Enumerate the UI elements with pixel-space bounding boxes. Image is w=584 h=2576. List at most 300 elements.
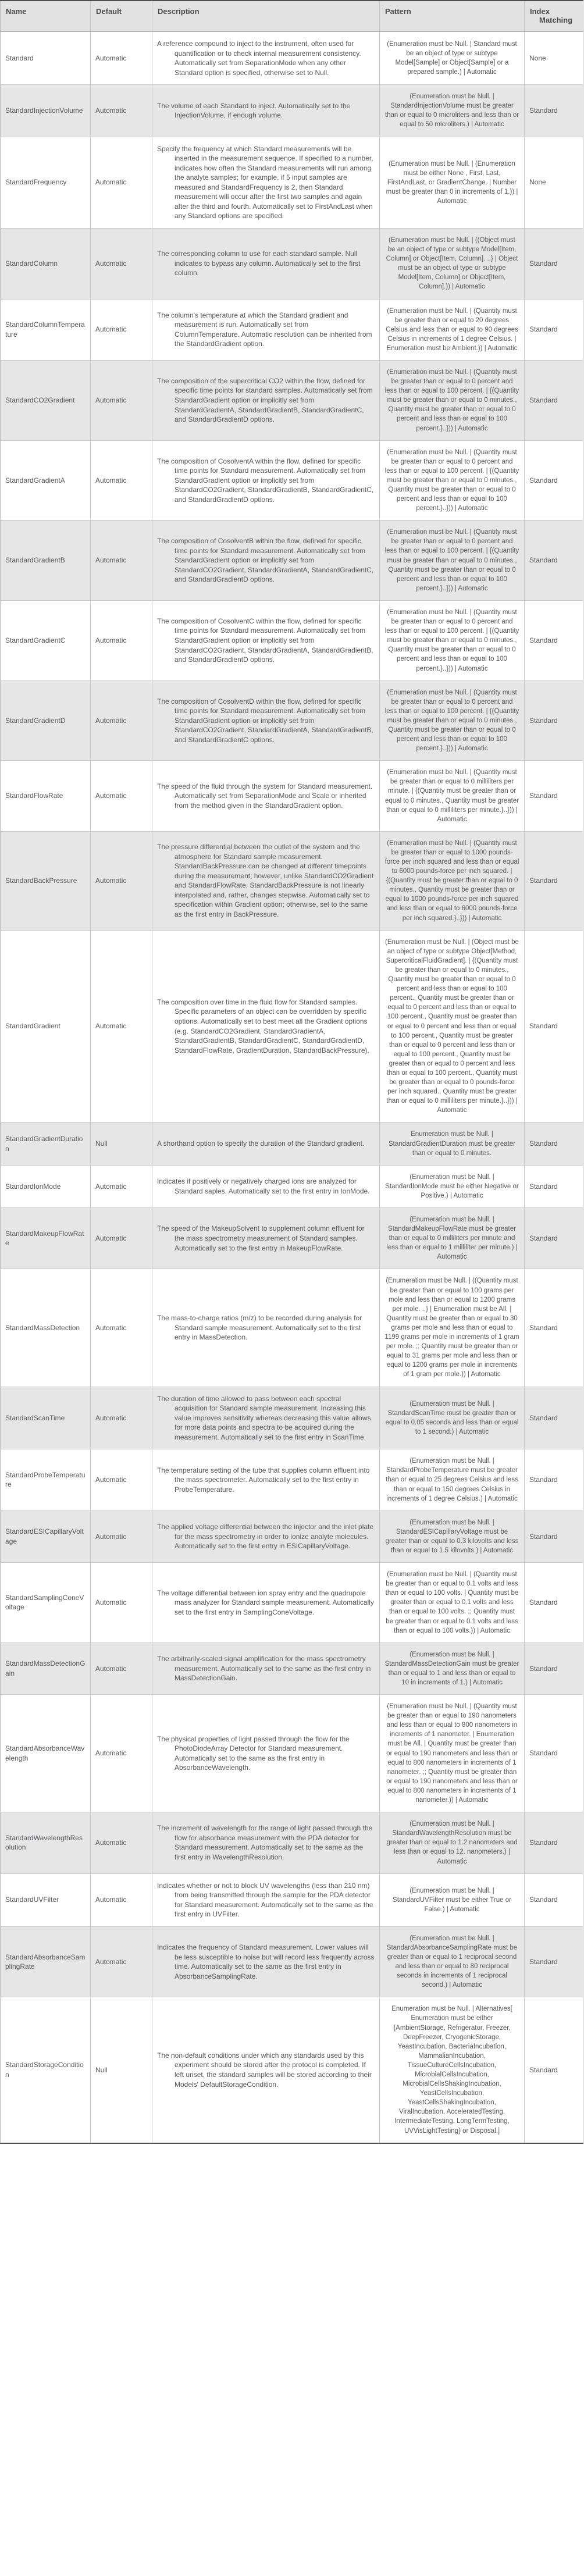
name-cell — [1, 1510, 91, 1562]
pattern-cell — [380, 228, 525, 299]
name-cell — [1, 1563, 91, 1643]
pattern-cell — [380, 1387, 525, 1449]
name-cell — [1, 600, 91, 680]
name-cell-text: StandardMakeupFlowRate — [5, 1229, 84, 1248]
description-cell-text: A shorthand option to specify the duration of the Standard gradient. — [157, 1139, 365, 1148]
description-cell-text: The physical properties of light passed through the flow for the PhotoDiodeArray Detector for Standard measurement. Automatically set to the same as the first entry in AbsorbanceWavelength. — [157, 1734, 350, 1772]
description-cell — [152, 440, 380, 521]
default-cell-text: Automatic — [95, 178, 127, 187]
name-cell — [1, 299, 91, 360]
description-cell-text: The column's temperature at which the Standard gradient and measurement is run. Automatically set from ColumnTemperature. Automatic resolution can be inherited from the StandardGradient option. — [157, 311, 372, 348]
table-row — [1, 930, 583, 1123]
name-cell — [1, 930, 91, 1123]
index-matching-cell — [525, 761, 583, 832]
name-cell-text: StandardGradientD — [5, 716, 66, 725]
default-cell-text: Automatic — [95, 636, 127, 644]
index-matching-cell-text: None — [529, 54, 546, 62]
name-cell — [1, 1387, 91, 1449]
description-cell-text: Indicates whether or not to block UV wavelengths (less than 210 nm) from being transmitted through the sample for the PDA detector for Standard measurement. Automatically set to the same as the first entry in UVFilter. — [157, 1881, 373, 1919]
name-cell — [1, 137, 91, 228]
pattern-cell-text: (Enumeration must be Null. | (Object must be an object of type or subtype Object[Method, SupercriticalFluidGradient]. | {(Quantity must be greater than or equal to 0 minutes., Quantity must be greater than or equal to 0 percent and less than or equal to 100 percent., Quantity must be greater than or equal to 0 percent and less than or equal to 100 percent., Quantity must be greater than or equal to 0 percent and less than or equal to 100 percent., Quantity must be greater than or equal to 0 percent and less than or equal to 100 percent., Quantity must be greater than or equal to 0 percent and less than or equal to 100 percent., Quantity must be greater than or equal to 0 pounds-force per inch squared., Quantity must be greater than or equal to 0 milliliters per minute.}..})) | Automatic — [385, 938, 519, 1114]
name-cell-text: StandardStorageCondition — [5, 2061, 84, 2079]
column-header-description-label: Description — [158, 7, 200, 16]
index-matching-cell-text: Standard — [529, 259, 558, 268]
description-cell — [152, 1449, 380, 1510]
name-cell-text: StandardGradientA — [5, 476, 65, 484]
table-row — [1, 1387, 583, 1449]
pattern-cell-text: (Enumeration must be Null. | StandardMakeupFlowRate must be greater than or equal to 0 milliliters per minute and less than or equal to 1 milliliter per minute.) | Automatic — [386, 1216, 518, 1261]
index-matching-cell-text: Standard — [529, 1839, 558, 1847]
default-cell — [91, 1926, 152, 1997]
pattern-cell-text: (Enumeration must be Null. | (Enumeration must be either None , First, Last, FirstAndLast, or GradientChange. | Number must be greater than 0 in increments of 1.)) | Automatic — [386, 160, 518, 205]
pattern-cell-text: Enumeration must be Null. | Alternatives[ Enumeration must be either {AmbientStorage, Refrigerator, Freezer, DeepFreezer, CryogenicStorage, YeastIncubation, BacteriaIncubation, MammalianIncubation, TissueCultureCellsIncubation, MicrobialCellsIncubation, MicrobialCellsShakingIncubation, YeastCellsIncubation, YeastCellsShakingIncubation, ViralIncubation, AcceleratedTesting, IntermediateTesting, LongTermTesting, UVVisLightTesting} or Disposal.] — [391, 2005, 512, 2135]
description-cell-text: The corresponding column to use for each standard sample. Null indicates to bypass any column. Automatically set to the first column. — [157, 250, 361, 277]
name-cell-text: StandardColumnTemperature — [5, 320, 85, 339]
description-cell-text: The composition over time in the fluid flow for Standard samples. Specific parameters of an object can be overridden by specific options. Automatically set to best meet all the Gradient options (e.g. StandardCO2Gradient, StandardGradientA, StandardGradientB, StandardGradientC, StandardGradientD, StandardFlowRate, GradientDuration, StandardBackPressure). — [157, 997, 369, 1054]
index-matching-cell — [525, 1873, 583, 1926]
table-row — [1, 1510, 583, 1562]
description-cell-text: Specify the frequency at which Standard measurements will be inserted in the measurement sequence. If specified to a number, indicates how often the Standard measurements will run among the analyte samples; for example, if 5 input samples are measured and StandardFrequency is 2, then Standard measurement will occur after the first two samples and again after the third and fourth. Automatically set to FirstAndLast when any Standard options are specified. — [157, 144, 373, 220]
table-row — [1, 1812, 583, 1873]
index-matching-cell-text: Standard — [529, 1957, 558, 1966]
column-header-pattern-label: Pattern — [385, 7, 411, 16]
pattern-cell — [380, 1926, 525, 1997]
table-row — [1, 1165, 583, 1207]
default-cell — [91, 228, 152, 299]
index-matching-cell — [525, 680, 583, 761]
table-row — [1, 521, 583, 601]
index-matching-cell-text: Standard — [529, 106, 558, 115]
name-cell — [1, 440, 91, 521]
table-row — [1, 32, 583, 85]
name-cell-text: StandardAbsorbanceWavelength — [5, 1744, 85, 1762]
pattern-cell — [380, 1695, 525, 1812]
index-matching-cell-text: None — [529, 178, 546, 187]
description-cell — [152, 32, 380, 85]
index-matching-cell — [525, 1812, 583, 1873]
name-cell — [1, 1812, 91, 1873]
index-matching-cell — [525, 137, 583, 228]
default-cell-text: Automatic — [95, 792, 127, 800]
pattern-cell — [380, 440, 525, 521]
index-matching-cell-text: Standard — [529, 1749, 558, 1758]
description-cell — [152, 1926, 380, 1997]
index-matching-cell — [525, 440, 583, 521]
description-cell-text: The volume of each Standard to inject. Automatically set to the InjectionVolume, if enough volume. — [157, 101, 351, 120]
description-cell — [152, 1563, 380, 1643]
pattern-cell-text: (Enumeration must be Null. | StandardAbsorbanceSamplingRate must be greater than or equal to 1 reciprocal second and less than or equal to 80 reciprocal seconds in increments of 1 reciprocal second.) | Automatic — [386, 1934, 518, 1989]
name-cell — [1, 1926, 91, 1997]
pattern-cell — [380, 32, 525, 85]
name-cell — [1, 761, 91, 832]
default-cell-text: Automatic — [95, 325, 127, 334]
description-cell-text: The composition of CosolventC within the flow, defined for specific time points for Standard measurement. Automatically set from StandardGradient option or implicitly set from StandardCO2Gradient, StandardGradientA, StandardGradientB, and StandardGradientD options. — [157, 617, 373, 664]
pattern-cell-text: (Enumeration must be Null. | StandardMassDetectionGain must be greater than or equal to 1 and less than or equal to 10 in increments of 1.) | Automatic — [384, 1651, 519, 1687]
index-matching-cell — [525, 228, 583, 299]
pattern-cell-text: (Enumeration must be Null. | (Quantity must be greater than or equal to 0 percent and less than or equal to 100 percent. | {(Quantity must be greater than or equal to 0 minutes., Quantity must be greater than or equal to 0 percent and less than or equal to 100 percent.}..})) | Automatic — [384, 689, 519, 753]
description-cell-text: The speed of the fluid through the system for Standard measurement. Automatically set from SeparationMode and Scale or inherited from the method given in the StandardGradient option. — [157, 782, 373, 810]
pattern-cell — [380, 137, 525, 228]
pattern-cell-text: (Enumeration must be Null. | (Quantity must be greater than or equal to 1000 pounds-force per inch squared and less than or equal to 6000 pounds-force per inch squared. | {(Quantity must be greater than or equal to 0 minutes., Quantity must be greater than or equal to 1000 pounds-force per inch squared and less than or equal to 6000 pounds-force per inch squared.}..})) | Automatic — [384, 839, 519, 922]
default-cell — [91, 299, 152, 360]
table-row — [1, 1642, 583, 1694]
index-matching-cell-text: Standard — [529, 396, 558, 405]
index-matching-cell — [525, 1269, 583, 1387]
default-cell-text: Automatic — [95, 1598, 127, 1607]
description-cell — [152, 1387, 380, 1449]
pattern-cell-text: (Enumeration must be Null. | (Quantity must be greater than or equal to 190 nanometers and less than or equal to 800 nanometers in increments of 1 nanometer. | Enumeration must be All. | Quantity must be greater than or equal to 190 nanometers and less than or equal to 800 nanometers in increments of 1 nanometer. ;; Quantity must be greater than or equal to 190 nanometers and less than or equal to 800 nanometers in increments of 1 nanometer.)) | Automatic — [386, 1703, 518, 1804]
index-matching-cell — [525, 1123, 583, 1165]
column-header-default — [91, 1, 152, 32]
default-cell — [91, 521, 152, 601]
index-matching-cell — [525, 1165, 583, 1207]
default-cell-text: Automatic — [95, 1234, 127, 1242]
index-matching-cell — [525, 831, 583, 930]
pattern-cell-text: (Enumeration must be Null. | ((Object must be an object of type or subtype Model[Item, Column] or Object[Item, Column]. ..} | Object must be an object of type or subtype Model[Item, Column] or Object[Item, Column].)) | Automatic — [386, 236, 518, 291]
index-matching-cell — [525, 1695, 583, 1812]
description-cell-text: The temperature setting of the tube that supplies column effluent into the mass spectrometer. Automatically set to the first entry in ProbeTemperature. — [157, 1466, 370, 1494]
default-cell-text: Automatic — [95, 396, 127, 405]
name-cell — [1, 32, 91, 85]
index-matching-cell-text: Standard — [529, 1182, 558, 1191]
table-row — [1, 360, 583, 440]
default-cell — [91, 1812, 152, 1873]
index-matching-cell-text: Standard — [529, 556, 558, 565]
index-matching-cell — [525, 32, 583, 85]
pattern-cell-text: Enumeration must be Null. | StandardGradientDuration must be greater than or equal to 0 minutes. — [389, 1131, 515, 1157]
name-cell — [1, 1873, 91, 1926]
pattern-cell-text: (Enumeration must be Null. | ((Quantity must be greater than or equal to 100 grams per mole and less than or equal to 1200 grams per mole. ..} | Enumeration must be All. | Quantity must be greater than or equal to 30 grams per mole and less than or equal to 1199 grams per mole in increments of 1 gram per mole. ;; Quantity must be greater than or equal to 31 grams per mole and less than or equal to 1200 grams per mole in increments of 1 gram per mole.)) | Automatic — [384, 1277, 519, 1378]
index-matching-cell — [525, 1449, 583, 1510]
default-cell-text: Automatic — [95, 259, 127, 268]
index-matching-cell — [525, 930, 583, 1123]
pattern-cell — [380, 85, 525, 137]
description-cell-text: The pressure differential between the outlet of the system and the atmosphere for Standard sample measurement. StandardBackPressure can be changed at different timepoints during the measurement; however, unlike StandardCO2Gradient and StandardFlowRate, StandardBackPressure is not linearly interpolated and, rather, changes stepwise. Automatically set to specification within Gradient option; otherwise, set to the same as the first entry in BackPressure. — [157, 843, 374, 918]
description-cell-text: Indicates if positively or negatively charged ions are analyzed for Standard saples. Automatically set to the first entry in IonMode. — [157, 1177, 370, 1195]
name-cell-text: StandardBackPressure — [5, 876, 77, 885]
index-matching-cell-text: Standard — [529, 1476, 558, 1484]
default-cell — [91, 1123, 152, 1165]
name-cell-text: StandardGradient — [5, 1022, 60, 1031]
pattern-cell-text: (Enumeration must be Null. | (Quantity must be greater than or equal to 0 percent and less than or equal to 100 percent. | {(Quantity must be greater than or equal to 0 minutes., Quantity must be greater than or equal to 0 percent and less than or equal to 100 percent.}..})) | Automatic — [384, 448, 519, 512]
index-matching-cell-text: Standard — [529, 876, 558, 885]
table-row — [1, 1926, 583, 1997]
name-cell-text: StandardMassDetectionGain — [5, 1659, 86, 1677]
default-cell — [91, 930, 152, 1123]
pattern-cell — [380, 930, 525, 1123]
pattern-cell — [380, 1997, 525, 2143]
index-matching-cell-text: Standard — [529, 1022, 558, 1031]
description-cell — [152, 360, 380, 440]
default-cell-text: Automatic — [95, 1022, 127, 1031]
name-cell-text: StandardIonMode — [5, 1182, 61, 1191]
default-cell — [91, 1695, 152, 1812]
name-cell — [1, 360, 91, 440]
default-cell-text: Automatic — [95, 106, 127, 115]
name-cell — [1, 85, 91, 137]
table-row — [1, 1997, 583, 2143]
description-cell-text: The voltage differential between ion spray entry and the quadrupole mass analyzer for Standard sample measurement. Automatically set to the first entry in SamplingConeVoltage. — [157, 1588, 374, 1616]
name-cell — [1, 1165, 91, 1207]
index-matching-cell-text: Standard — [529, 1413, 558, 1422]
name-cell-text: StandardScanTime — [5, 1413, 65, 1422]
table-row — [1, 1123, 583, 1165]
column-header-name — [1, 1, 91, 32]
pattern-cell — [380, 1510, 525, 1562]
name-cell-text: StandardMassDetection — [5, 1323, 80, 1332]
pattern-cell — [380, 1812, 525, 1873]
default-cell-text: Automatic — [95, 1182, 127, 1191]
description-cell — [152, 137, 380, 228]
default-cell — [91, 1642, 152, 1694]
default-cell — [91, 1269, 152, 1387]
description-cell-text: The composition of the supercritical CO2 within the flow, defined for specific time points for standard samples. Automatically set from StandardGradient option or implicitly set from StandardGradientA, StandardGradientB, StandardGradientC, and StandardGradientD options. — [157, 376, 373, 424]
description-cell-text: The non-default conditions under which any standards used by this experiment should be stored after the protocol is completed. If left unset, the standard samples will be stored according to their Models' DefaultStorageCondition. — [157, 2051, 372, 2089]
description-cell — [152, 1123, 380, 1165]
table-row — [1, 1873, 583, 1926]
default-cell-text: Automatic — [95, 1749, 127, 1758]
pattern-cell — [380, 1165, 525, 1207]
pattern-cell-text: (Enumeration must be Null. | StandardWavelengthResolution must be greater than or equal to 1.2 nanometers and less than or equal to 12. nanometers.) | Automatic — [386, 1820, 518, 1865]
description-cell-text: The composition of CosolventB within the flow, defined for specific time points for Standard measurement. Automatically set from StandardGradient option or implicitly set from StandardCO2Gradient, StandardGradientA, StandardGradientC, and StandardGradientD options. — [157, 537, 374, 584]
default-cell — [91, 32, 152, 85]
description-cell — [152, 680, 380, 761]
default-cell — [91, 680, 152, 761]
description-cell-text: The applied voltage differential between the injector and the inlet plate for the mass spectrometry in order to ionize analyte molecules. Automatically set to the first entry in ESICapillaryVoltage. — [157, 1523, 374, 1551]
table-row — [1, 1449, 583, 1510]
pattern-cell — [380, 521, 525, 601]
table-row — [1, 1269, 583, 1387]
pattern-cell-text: (Enumeration must be Null. | StandardIonMode must be either Negative or Positive.) | Automatic — [385, 1173, 519, 1199]
name-cell-text: StandardColumn — [5, 259, 58, 268]
pattern-cell-text: (Enumeration must be Null. | (Quantity must be greater than or equal to 0 percent and less than or equal to 100 percent. | {(Quantity must be greater than or equal to 0 minutes., Quantity must be greater than or equal to 0 percent and less than or equal to 100 percent.}..})) | Automatic — [384, 368, 519, 432]
column-header-index-matching-label: Index Matching — [530, 7, 573, 24]
index-matching-cell-text: Standard — [529, 1139, 558, 1148]
index-matching-cell — [525, 1208, 583, 1269]
pattern-cell — [380, 1449, 525, 1510]
description-cell — [152, 1812, 380, 1873]
default-cell-text: Automatic — [95, 876, 127, 885]
pattern-cell — [380, 1208, 525, 1269]
column-header-name-label: Name — [6, 7, 27, 16]
description-cell — [152, 1208, 380, 1269]
index-matching-cell-text: Standard — [529, 1532, 558, 1541]
pattern-cell — [380, 1642, 525, 1694]
table-row — [1, 761, 583, 832]
table-header — [1, 1, 583, 32]
default-cell-text: Automatic — [95, 1532, 127, 1541]
default-cell-text: Automatic — [95, 1323, 127, 1332]
pattern-cell-text: (Enumeration must be Null. | StandardProbeTemperature must be greater than or equal to 25 degrees Celsius and less than or equal to 150 degrees Celsius in increments of 1 degree Celsius.) | Automatic — [386, 1458, 518, 1502]
default-cell — [91, 1997, 152, 2143]
index-matching-cell-text: Standard — [529, 1598, 558, 1607]
index-matching-cell-text: Standard — [529, 325, 558, 334]
description-cell — [152, 228, 380, 299]
name-cell — [1, 228, 91, 299]
table-row — [1, 137, 583, 228]
column-header-default-label: Default — [96, 7, 122, 16]
description-cell-text: The speed of the MakeupSolvent to supplement column effluent for the mass spectrometry measurement of Standard samples. Automatically set to the first entry in MakeupFlowRate. — [157, 1224, 365, 1252]
pattern-cell-text: (Enumeration must be Null. | (Quantity must be greater than or equal to 0 milliliters per minute. | {(Quantity must be greater than or equal to 0 minutes., Quantity must be greater than or equal to 0 milliliters per minute.}..})) | Automatic — [384, 769, 519, 823]
default-cell-text: Automatic — [95, 1476, 127, 1484]
pattern-cell — [380, 299, 525, 360]
table-row — [1, 228, 583, 299]
index-matching-cell-text: Standard — [529, 2065, 558, 2074]
description-cell — [152, 299, 380, 360]
index-matching-cell-text: Standard — [529, 792, 558, 800]
default-cell-text: Automatic — [95, 54, 127, 62]
name-cell-text: StandardUVFilter — [5, 1896, 59, 1904]
column-header-description — [152, 1, 380, 32]
index-matching-cell-text: Standard — [529, 1896, 558, 1904]
column-header-index-matching — [525, 1, 583, 32]
description-cell-text: Indicates the frequency of Standard measurement. Lower values will be less susceptible to noise but will record less frequently across time. Automatically set to the same as the first entry in AbsorbanceSamplingRate. — [157, 1943, 375, 1980]
default-cell-text: Null — [95, 2065, 108, 2074]
table-row — [1, 85, 583, 137]
pattern-cell — [380, 1269, 525, 1387]
pattern-cell-text: (Enumeration must be Null. | (Quantity must be greater than or equal to 0 percent and less than or equal to 100 percent. | {(Quantity must be greater than or equal to 0 minutes., Quantity must be greater than or equal to 0 percent and less than or equal to 100 percent.}..})) | Automatic — [384, 529, 519, 592]
index-matching-cell-text: Standard — [529, 1323, 558, 1332]
description-cell — [152, 600, 380, 680]
name-cell-text: StandardGradientDuration — [5, 1135, 83, 1153]
pattern-cell — [380, 680, 525, 761]
index-matching-cell — [525, 85, 583, 137]
index-matching-cell-text: Standard — [529, 1664, 558, 1673]
index-matching-cell — [525, 1510, 583, 1562]
name-cell-text: StandardFlowRate — [5, 792, 63, 800]
pattern-cell — [380, 1123, 525, 1165]
index-matching-cell — [525, 1997, 583, 2143]
name-cell-text: StandardSamplingConeVoltage — [5, 1593, 84, 1612]
index-matching-cell — [525, 600, 583, 680]
table-row — [1, 1208, 583, 1269]
description-cell-text: The duration of time allowed to pass between each spectral acquisition for Standard sample measurement. Increasing this value improves sensitivity whereas decreasing this value allows for more data points and spectra to be acquired during the measurement. Automatically set to the first entry in ScanTime. — [157, 1394, 371, 1441]
default-cell-text: Automatic — [95, 1957, 127, 1966]
pattern-cell — [380, 360, 525, 440]
default-cell-text: Automatic — [95, 1839, 127, 1847]
default-cell — [91, 440, 152, 521]
index-matching-cell-text: Standard — [529, 1234, 558, 1242]
index-matching-cell — [525, 1387, 583, 1449]
description-cell — [152, 1873, 380, 1926]
pattern-cell-text: (Enumeration must be Null. | StandardInjectionVolume must be greater than or equal to 0 microliters and less than or equal to 50 microliters.) | Automatic — [384, 93, 519, 129]
default-cell — [91, 1387, 152, 1449]
index-matching-cell — [525, 1926, 583, 1997]
name-cell — [1, 1449, 91, 1510]
name-cell-text: StandardFrequency — [5, 178, 67, 187]
pattern-cell-text: (Enumeration must be Null. | StandardESICapillaryVoltage must be greater than or equal to 0.3 kilovolts and less than or equal to 1.5 kilovolts.) | Automatic — [385, 1519, 519, 1554]
default-cell — [91, 137, 152, 228]
pattern-cell — [380, 1873, 525, 1926]
description-cell — [152, 1165, 380, 1207]
name-cell-text: Standard — [5, 54, 34, 62]
name-cell-text: StandardWavelengthResolution — [5, 1833, 83, 1852]
table-row — [1, 600, 583, 680]
name-cell — [1, 1642, 91, 1694]
table-row — [1, 831, 583, 930]
description-cell — [152, 930, 380, 1123]
description-cell-text: The arbitrarily-scaled signal amplification for the mass spectrometry measurement. Automatically set to the same as the first entry in MassDetectionGain. — [157, 1655, 371, 1683]
description-cell — [152, 85, 380, 137]
default-cell-text: Automatic — [95, 556, 127, 565]
name-cell — [1, 1208, 91, 1269]
pattern-cell-text: (Enumeration must be Null. | StandardUVFilter must be either True or False.) | Automatic — [393, 1887, 511, 1913]
name-cell — [1, 1695, 91, 1812]
description-cell — [152, 1695, 380, 1812]
pattern-cell-text: (Enumeration must be Null. | (Quantity must be greater than or equal to 0 percent and less than or equal to 100 percent. | {(Quantity must be greater than or equal to 0 minutes., Quantity must be greater than or equal to 0 percent and less than or equal to 100 percent.}..})) | Automatic — [384, 608, 519, 672]
default-cell — [91, 1510, 152, 1562]
default-cell — [91, 761, 152, 832]
description-cell — [152, 761, 380, 832]
description-cell-text: The increment of wavelength for the range of light passed through the flow for absorbance measurement with the PDA detector for Standard measurement. Automatically set to the same as the first entry in WavelengthResolution. — [157, 1824, 373, 1861]
description-cell-text: The mass-to-charge ratios (m/z) to be recorded during analysis for Standard sample measurement. Automatically set to the first entry in MassDetection. — [157, 1314, 362, 1342]
name-cell-text: StandardCO2Gradient — [5, 396, 75, 405]
name-cell-text: StandardProbeTemperature — [5, 1470, 86, 1489]
default-cell — [91, 1165, 152, 1207]
default-cell-text: Automatic — [95, 1413, 127, 1422]
description-cell — [152, 1510, 380, 1562]
description-cell-text: The composition of CosolventD within the flow, defined for specific time points for Standard measurement. Automatically set from StandardGradient option or implicitly set from StandardCO2Gradient, StandardGradientA, StandardGradientB, and StandardGradientC options. — [157, 697, 373, 744]
pattern-cell — [380, 600, 525, 680]
pattern-cell-text: (Enumeration must be Null. | (Quantity must be greater than or equal to 20 degrees Celsius and less than or equal to 90 degrees Celsius in increments of 1 degree Celsius. | Enumeration must be Ambient.)) | Automatic — [386, 307, 518, 352]
pattern-cell — [380, 761, 525, 832]
name-cell — [1, 1123, 91, 1165]
pattern-cell-text: (Enumeration must be Null. | Standard must be an object of type or subtype Model[Sample] or Object[Sample] or a prepared sample.) | Automatic — [387, 40, 517, 76]
index-matching-cell — [525, 360, 583, 440]
name-cell — [1, 1269, 91, 1387]
default-cell — [91, 1449, 152, 1510]
pattern-cell-text: (Enumeration must be Null. | (Quantity must be greater than or equal to 0.1 volts and less than or equal to 100 volts. | Quantity must be greater than or equal to 0.1 volts and less than or equal to 100 volts. ;; Quantity must be greater than or equal to 0.1 volts and less than or equal to 100 volts.)) | Automatic — [385, 1571, 519, 1634]
default-cell — [91, 1563, 152, 1643]
name-cell — [1, 521, 91, 601]
description-cell-text: A reference compound to inject to the instrument, often used for quantification or to check internal measurement consistency. Automatically set from SeparationMode when any other Standard option is specified, otherwise set to Null. — [157, 40, 361, 77]
index-matching-cell — [525, 1563, 583, 1643]
description-cell — [152, 1642, 380, 1694]
pattern-cell-text: (Enumeration must be Null. | StandardScanTime must be greater than or equal to 0.05 seconds and less than or equal to 1 second.) | Automatic — [385, 1400, 519, 1435]
index-matching-cell — [525, 521, 583, 601]
table-row — [1, 299, 583, 360]
default-cell-text: Automatic — [95, 1896, 127, 1904]
description-cell — [152, 1997, 380, 2143]
default-cell-text: Automatic — [95, 1664, 127, 1673]
index-matching-cell-text: Standard — [529, 636, 558, 644]
pattern-cell — [380, 1563, 525, 1643]
header-row — [1, 1, 583, 32]
default-cell — [91, 600, 152, 680]
name-cell — [1, 1997, 91, 2143]
name-cell-text: StandardGradientB — [5, 556, 65, 565]
name-cell-text: StandardGradientC — [5, 636, 66, 644]
table-row — [1, 1563, 583, 1643]
default-cell-text: Null — [95, 1139, 108, 1148]
name-cell — [1, 680, 91, 761]
description-cell — [152, 1269, 380, 1387]
table-body — [1, 32, 583, 2143]
default-cell-text: Automatic — [95, 476, 127, 484]
table-row — [1, 440, 583, 521]
description-cell — [152, 521, 380, 601]
name-cell — [1, 831, 91, 930]
default-cell-text: Automatic — [95, 716, 127, 725]
index-matching-cell — [525, 299, 583, 360]
default-cell — [91, 85, 152, 137]
description-cell — [152, 831, 380, 930]
column-header-pattern — [380, 1, 525, 32]
default-cell — [91, 831, 152, 930]
table-row — [1, 680, 583, 761]
description-cell-text: The composition of CosolventA within the flow, defined for specific time points for Standard measurement. Automatically set from StandardGradient option or implicitly set from StandardCO2Gradient, StandardGradientB, StandardGradientC, and StandardGradientD options. — [157, 457, 374, 504]
name-cell-text: StandardInjectionVolume — [5, 106, 83, 115]
